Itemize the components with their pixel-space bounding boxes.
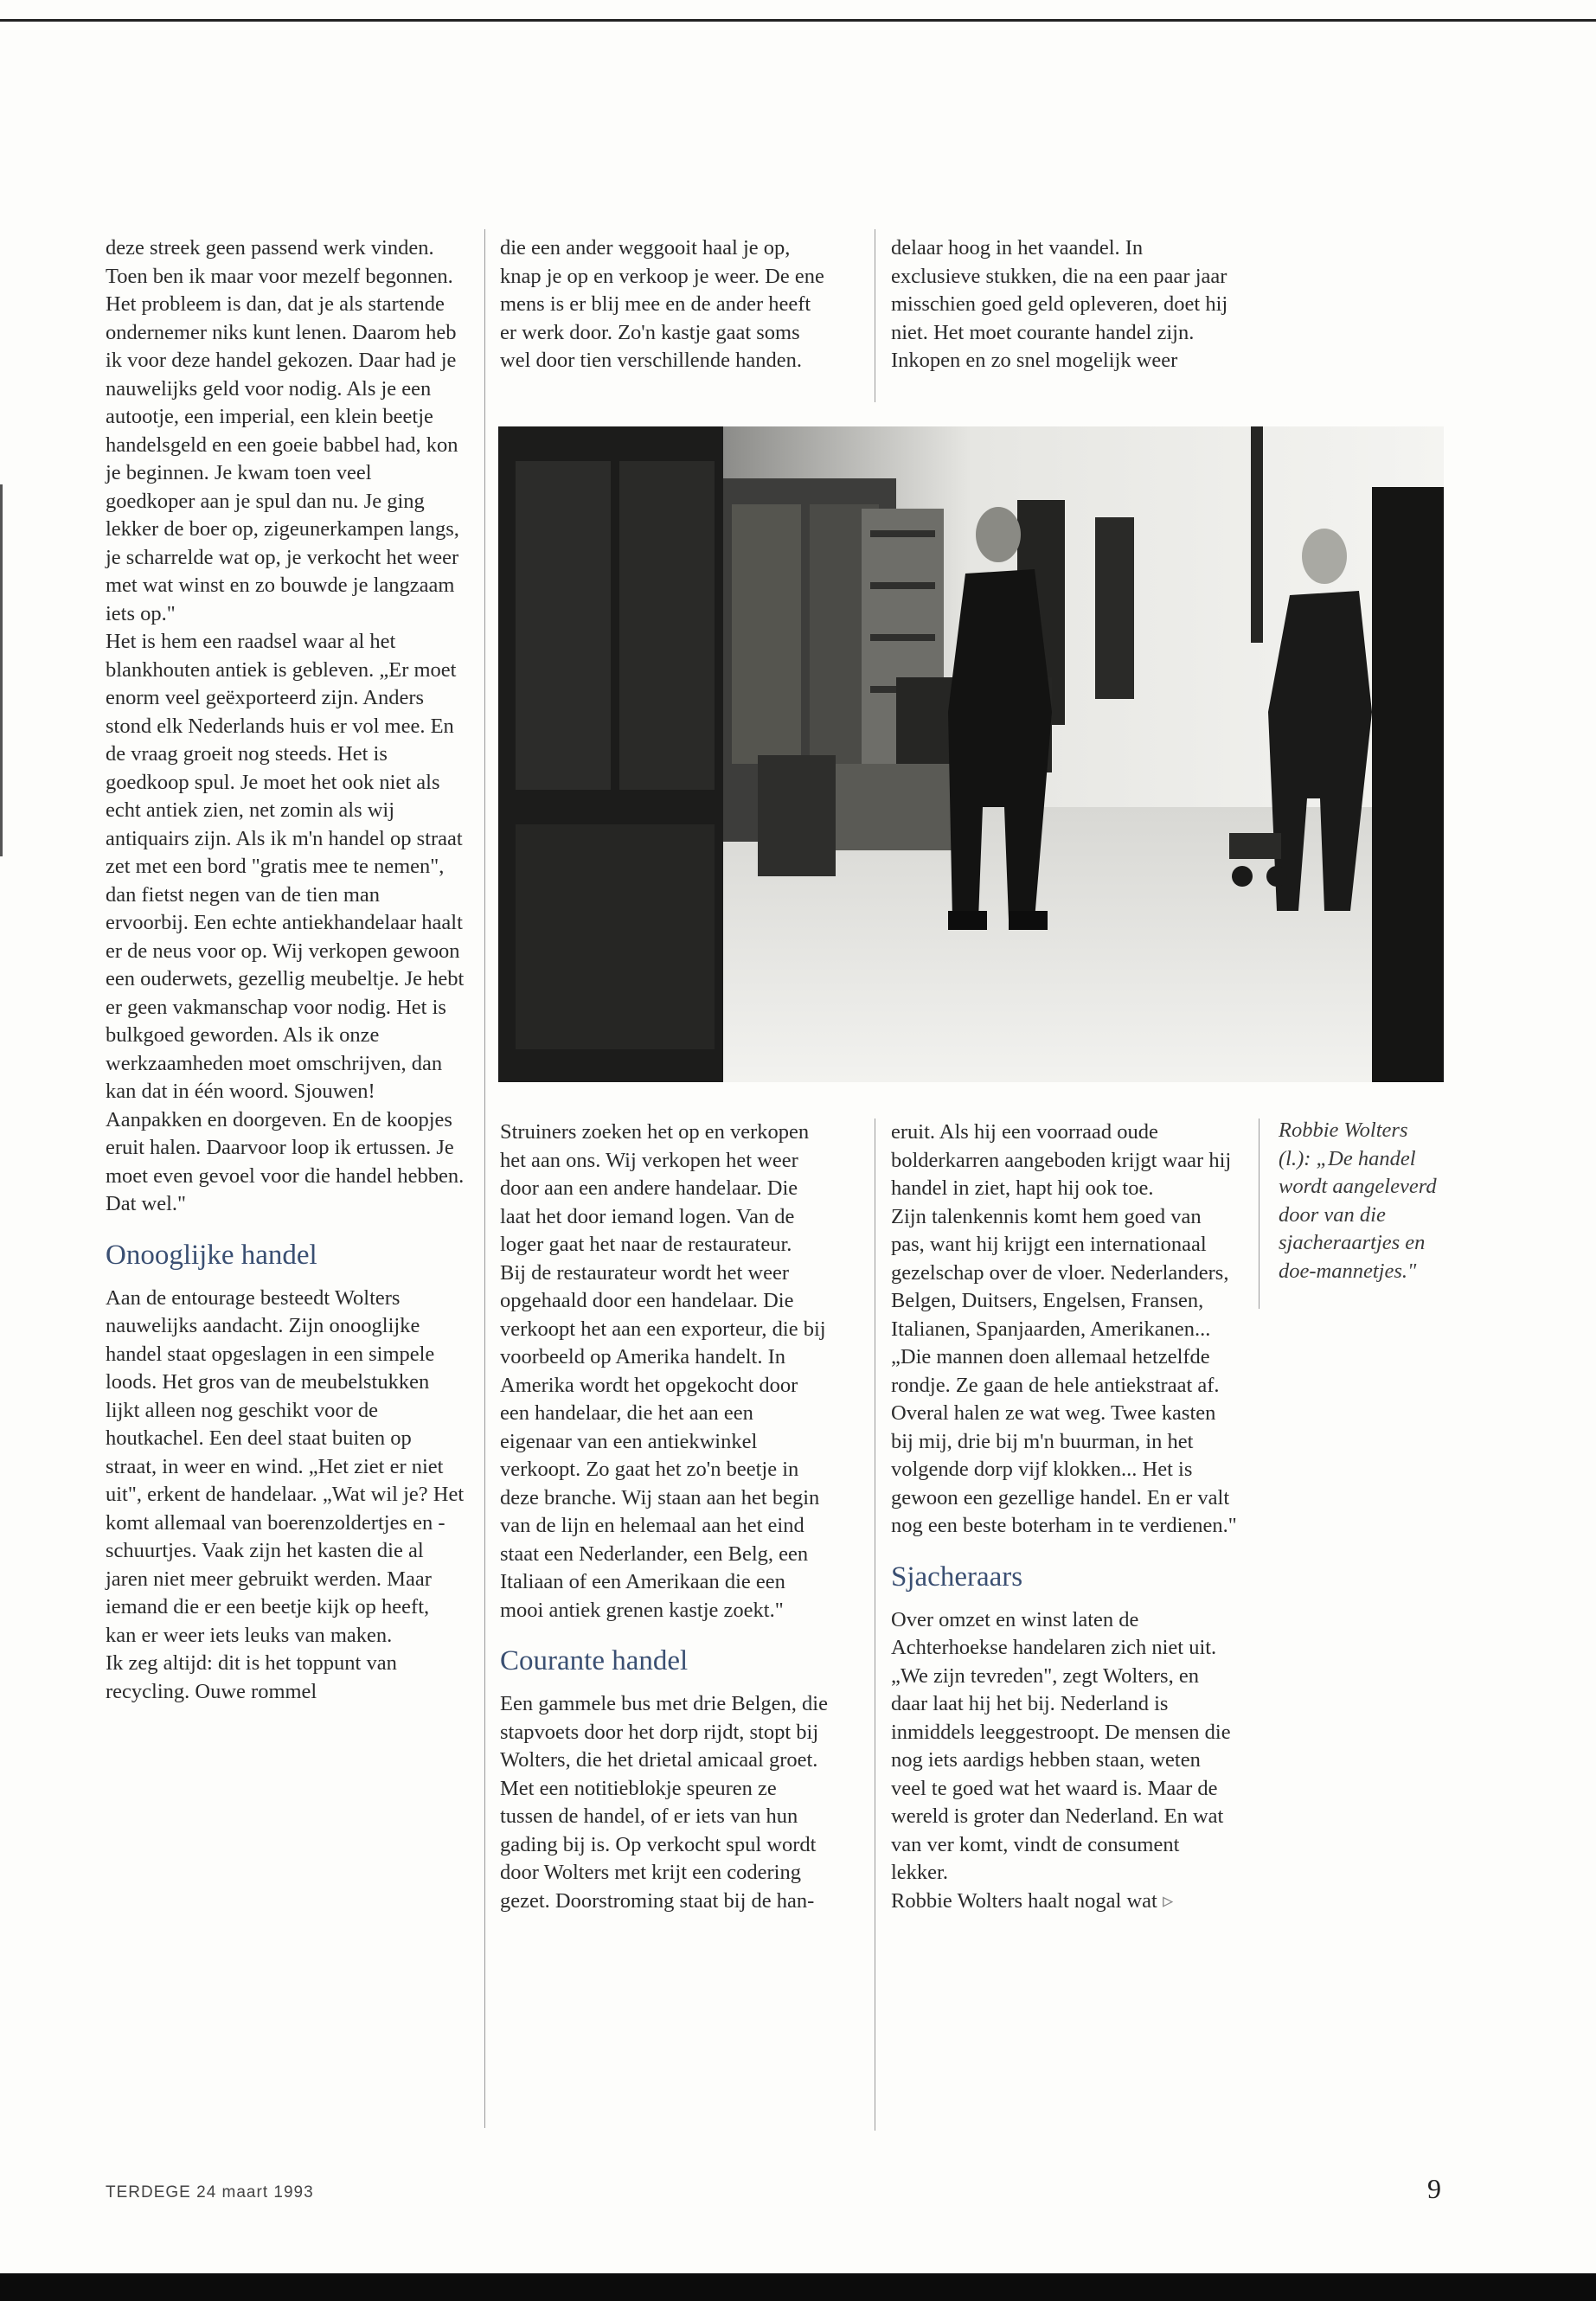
col2-paragraph-3: Een gammele bus met drie Belgen, die stapvoets door het dorp rijdt, stopt bij Wolters, die het drietal amicaal groet. Met een notitieblokje speuren ze tussen de handel, of er iets van hun gading bij is. Op verkocht spul wordt door Wolters met krijt een codering gezet. Doorstroming staat bij de han-: [500, 1692, 828, 1913]
column-divider-1: [484, 229, 485, 2128]
col3-paragraph-2: Zijn talenkennis komt hem goed van pas, want hij krijgt een internationaal gezelschap over de vloer. Nederlanders, Belgen, Duitsers, Engelsen, Fransen, Italianen, Spanjaarden, Amerikanen... „Die mannen doen allemaal hetzelfde rondje. Ze gaan de hele antiekstraat af. Overal halen ze wat weg. Twee kasten bij mij, drie bij m'n buurman, in het volgende dorp vijf klokken... Het is gewoon een gezellige handel. En er valt nog een beste boterham in te verdienen.": [891, 1204, 1237, 1537]
col1-paragraph-1: deze streek geen passend werk vinden. Toen ben ik maar voor mezelf begonnen. Het probleem is dan, dat je als startende ondernemer niks kunt lenen. Daarom heb ik voor deze handel gekozen. Daar had je nauwelijks geld voor nodig. Als je een autootje, een imperial, een klein beetje handelsgeld en een goeie babbel had, kon je beginnen. Je kwam toen veel goedkoper aan je spul dan nu. Je ging lekker de boer op, zigeunerkampen langs, je scharrelde wat op, je verkocht het weer met wat winst en zo bouwde je langzaam iets op.": [106, 236, 459, 625]
col1-paragraph-2: Het is hem een raadsel waar al het blankhouten antiek is gebleven. „Er moet enorm veel geëxporteerd zijn. Anders stond elk Nederlands huis er vol mee. En de vraag groeit nog steeds. Het is goedkoop spul. Je moet het ook niet als echt antiek zien, net zomin als wij antiquairs zijn. Als ik m'n handel op straat zet met een bord "gratis mee te nemen", dan fietst negen van de tien man ervoorbij. Een echte antiekhandelaar haalt er de neus voor op. Wij verkopen gewoon een ouderwets, gezellig meubeltje. Je hebt er geen vakmanschap voor nodig. Het is bulkgoed geworden. Als ik onze werkzaamheden moet omschrijven, dan kan dat in één woord. Sjouwen! Aanpakken en doorgeven. En de koopjes eruit halen. Daarvoor loop ik ertussen. Je moet even gevoel voor die handel hebben. Dat wel.": [106, 630, 465, 1215]
col3-paragraph-1: eruit. Als hij een voorraad oude bolderkarren aangeboden krijgt waar hij handel in ziet, hapt hij ook toe.: [891, 1120, 1232, 1200]
column-1: [106, 234, 465, 1706]
col2-paragraph-1: Struiners zoeken het op en verkopen het aan ons. Wij verkopen het weer door aan een andere handelaar. Die laat het door iemand logen. Van de loger gaat het naar de restaurateur.: [500, 1120, 810, 1256]
col3-paragraph-4: [891, 1888, 1237, 1916]
photo-antique-warehouse: [498, 426, 1444, 1082]
column-2-bottom: [500, 1118, 829, 1915]
footer-publication: TERDEGE 24 maart 1993: [106, 2183, 314, 2202]
subheading-courante-handel: Courante handel: [500, 1645, 689, 1676]
column-2-top: [500, 234, 829, 375]
photo-caption: Robbie Wolters (l.): „De handel wordt aangeleverd door van die sjacheraartjes en doe-mannetjes.": [1279, 1118, 1437, 1283]
col1-paragraph-4: Ik zeg altijd: dit is het toppunt van recycling. Ouwe rommel: [106, 1651, 397, 1703]
col2-top-paragraph: die een ander weggooit haal je op, knap je op en verkoop je weer. De ene mens is er blij mee en de ander heeft er werk door. Zo'n kastje gaat soms wel door tien verschillende handen.: [500, 236, 824, 372]
column-3-top: [891, 234, 1237, 375]
top-rule: [0, 19, 1596, 22]
col3-top-paragraph: delaar hoog in het vaandel. In exclusieve stukken, die na een paar jaar misschien goed geld opleveren, doet hij niet. Het moet courante handel zijn. Inkopen en zo snel mogelijk weer: [891, 236, 1228, 372]
col3-paragraph-4-text: Robbie Wolters haalt nogal wat: [891, 1888, 1157, 1913]
continue-arrow-icon: ▹: [1162, 1888, 1174, 1913]
subheading-onooglijke-handel: Onooglijke handel: [106, 1239, 317, 1271]
column-3-bottom: [891, 1118, 1237, 1915]
col2-paragraph-2: Bij de restaurateur wordt het weer opgehaald door een handelaar. Die verkoopt het aan een exporteur, die bij voorbeeld op Amerika handelt. In Amerika wordt het opgekocht door een handelaar, die het aan een eigenaar van een antiekwinkel verkoopt. Zo gaat het zo'n beetje in deze branche. Wij staan aan het begin van de lijn en helemaal aan het eind staat een Nederlander, een Belg, een Italiaan of een Amerikaan die een mooi antiek grenen kastje zoekt.": [500, 1260, 826, 1622]
col3-paragraph-3: Over omzet en winst laten de Achterhoekse handelaren zich niet uit. „We zijn tevreden", zegt Wolters, en daar laat hij het bij. Nederland is inmiddels leeggestroopt. De mensen die nog iets aardigs hebben staan, weten veel te goed wat het waard is. Maar de wereld is groter dan Nederland. En wat van ver komt, vindt de consument lekker.: [891, 1607, 1231, 1884]
subheading-sjacheraars: Sjacheraars: [891, 1561, 1023, 1593]
page-number: 9: [1427, 2173, 1441, 2204]
left-edge-mark: [0, 484, 3, 856]
bottom-scan-band: [0, 2273, 1596, 2301]
col1-paragraph-3: Aan de entourage besteedt Wolters nauwelijks aandacht. Zijn onooglijke handel staat opgeslagen in een simpele loods. Het gros van de meubelstukken lijkt alleen nog geschikt voor de houtkachel. Een deel staat buiten op straat, in weer en wind. „Het ziet er niet uit", erkent de handelaar. „Wat wil je? Het komt allemaal van boerenzoldertjes en -schuurtjes. Vaak zijn het kasten die al jaren niet meer gebruikt werden. Maar iemand die er een beetje kijk op heeft, kan er weer iets leuks van maken.: [106, 1285, 465, 1647]
